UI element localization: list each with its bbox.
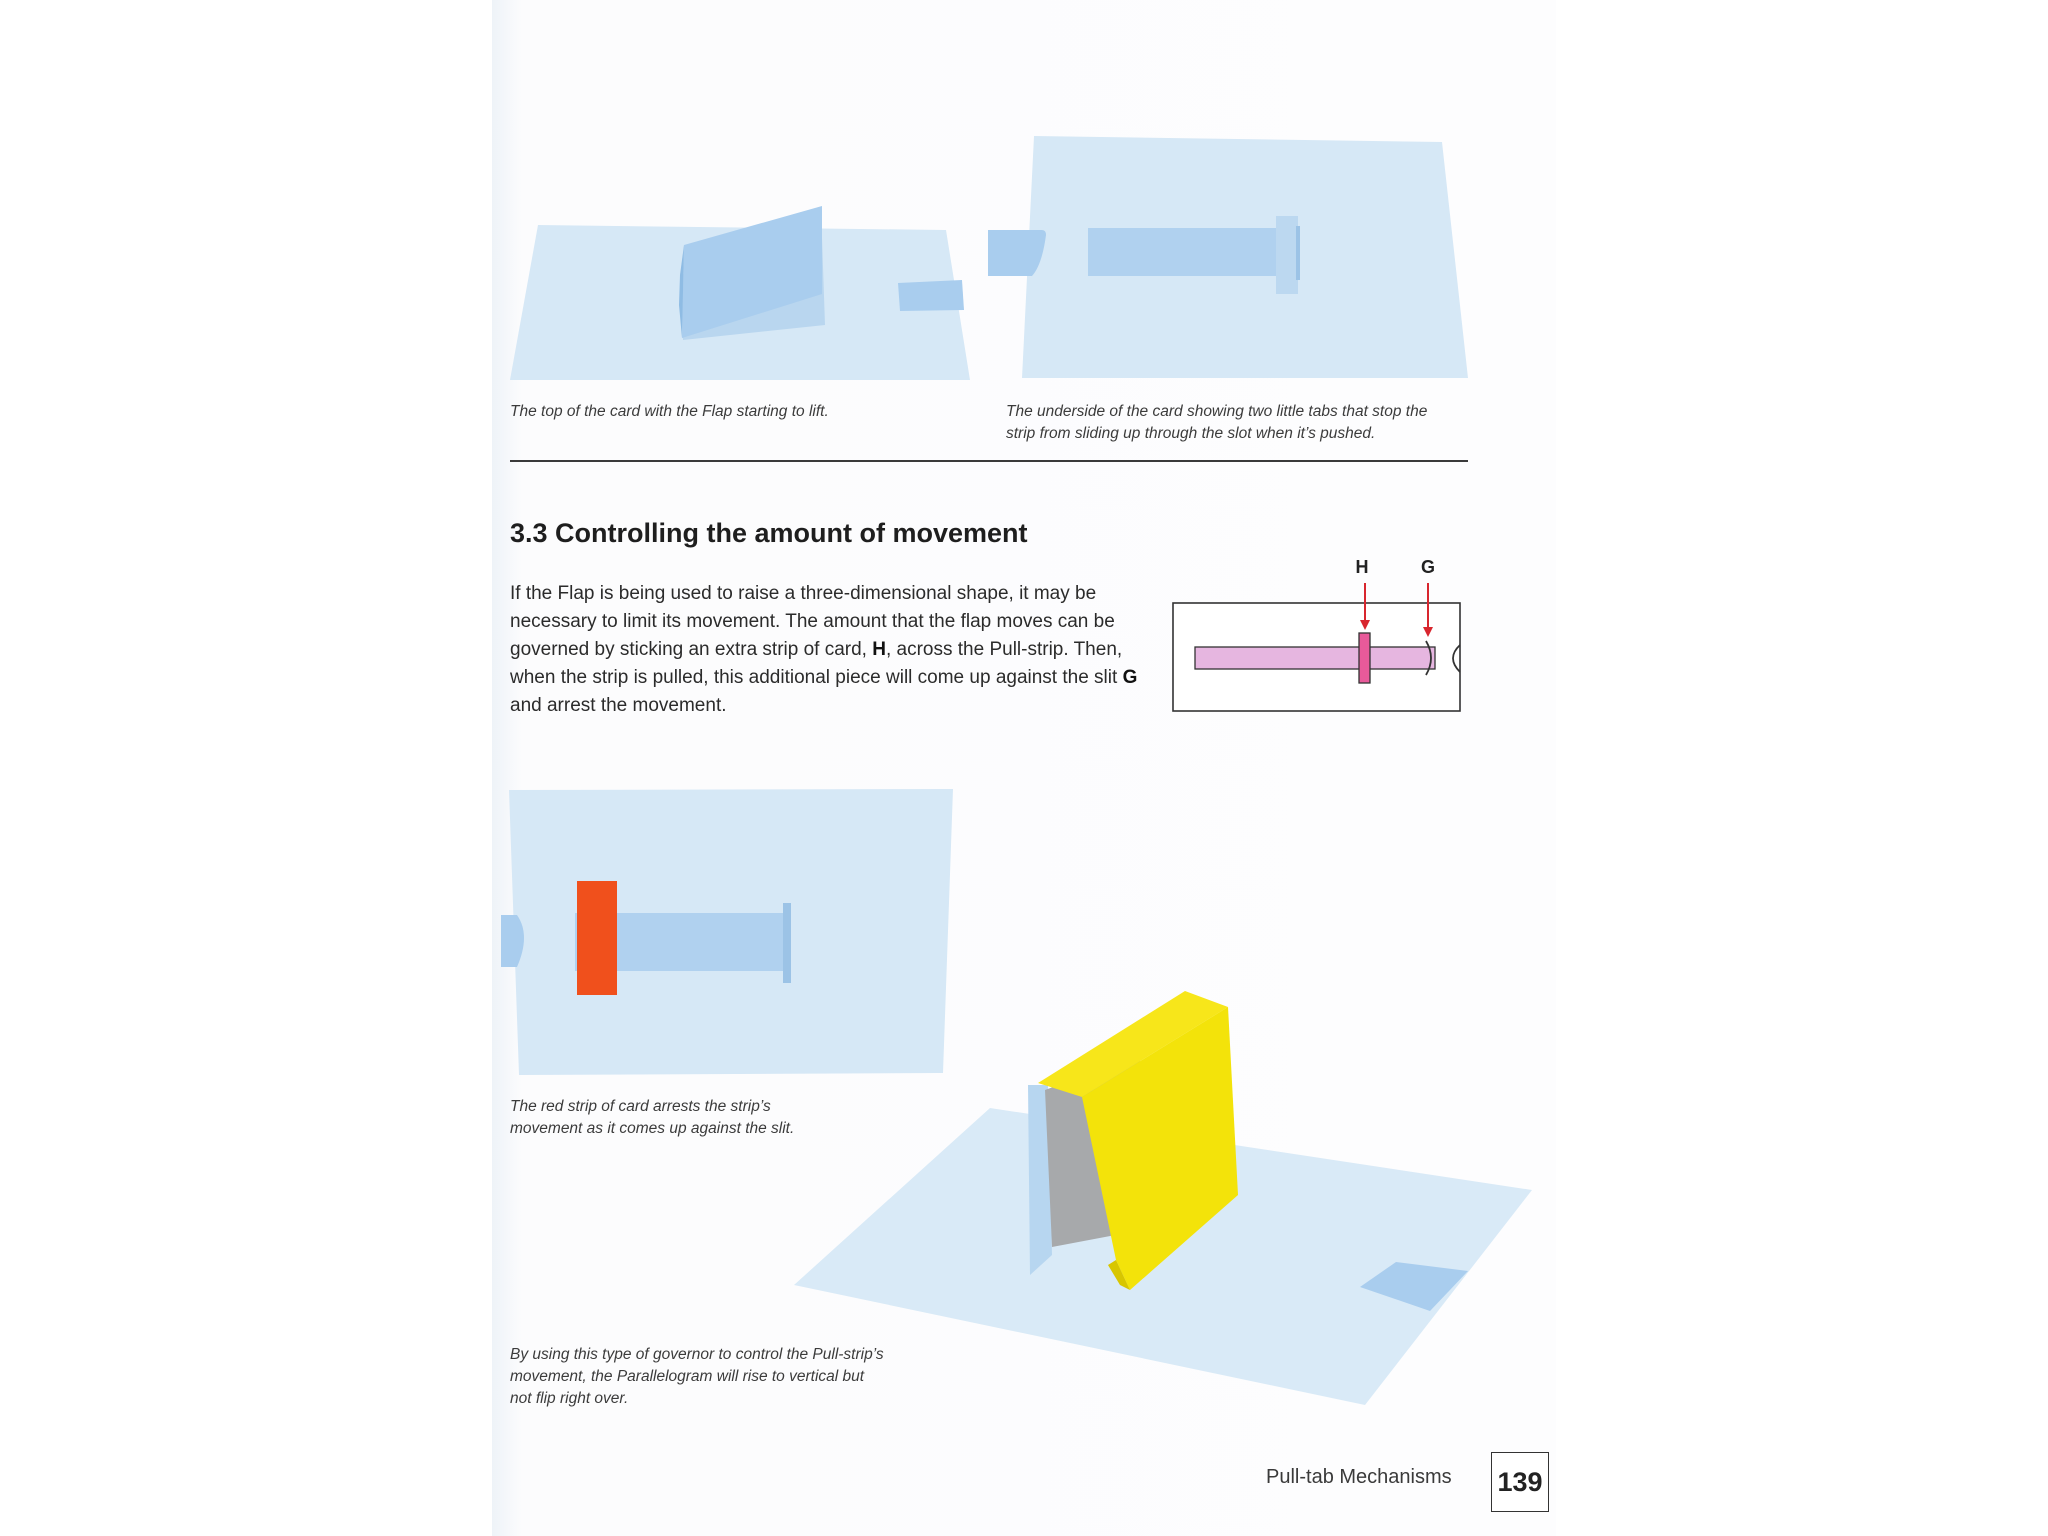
caption-top-left: The top of the card with the Flap starting to lift. — [510, 403, 829, 420]
running-footer: Pull-tab Mechanisms — [1266, 1466, 1452, 1488]
governor-strip-h — [1359, 633, 1370, 683]
stop-tab-edge — [1296, 226, 1300, 280]
body-text-part: , across the Pull-strip. Then, when the strip is pulled, this additional piece will come up against the slit — [510, 639, 1123, 688]
red-governor-strip — [577, 881, 617, 995]
caption-line: movement, the Parallelogram will rise to vertical but — [510, 1368, 865, 1385]
caption-line: strip from sliding up through the slot when it’s pushed. — [1006, 425, 1376, 442]
pull-tab — [898, 280, 964, 311]
photo-card-top — [500, 190, 980, 390]
pull-strip — [1088, 228, 1276, 276]
photo-parallelogram — [790, 985, 1540, 1405]
section-body-text — [510, 580, 1140, 720]
section-divider — [510, 460, 1468, 462]
section-heading: 3.3 Controlling the amount of movement — [510, 518, 1028, 548]
page-number: 139 — [1491, 1452, 1549, 1512]
caption-line: The underside of the card showing two little tabs that stop the — [1006, 403, 1428, 420]
label-h-inline: H — [872, 639, 886, 660]
caption-line: movement as it comes up against the slit. — [510, 1120, 795, 1137]
caption-bottom — [510, 1344, 884, 1410]
body-text-part: If the Flap is being used to raise a three-dimensional shape, it may be necessary to limit its movement. The amount that the flap moves can be governed by sticking an extra strip of card, — [510, 583, 1115, 660]
caption-line: not flip right over. — [510, 1390, 629, 1407]
caption-top-right — [1006, 401, 1427, 445]
label-g-inline: G — [1122, 667, 1138, 688]
pull-strip — [1195, 647, 1435, 669]
caption-line: By using this type of governor to control the Pull-strip’s — [510, 1346, 884, 1363]
body-text-part: and arrest the movement. — [510, 695, 727, 716]
diagram-label-h: H — [1355, 557, 1369, 577]
caption-middle — [510, 1096, 794, 1140]
diagram-label-g: G — [1420, 557, 1436, 577]
photo-card-underside — [980, 130, 1480, 390]
stop-tab — [783, 903, 791, 983]
governor-diagram — [1160, 550, 1480, 720]
stop-tab — [1276, 216, 1298, 294]
caption-line: The red strip of card arrests the strip’s — [510, 1098, 771, 1115]
